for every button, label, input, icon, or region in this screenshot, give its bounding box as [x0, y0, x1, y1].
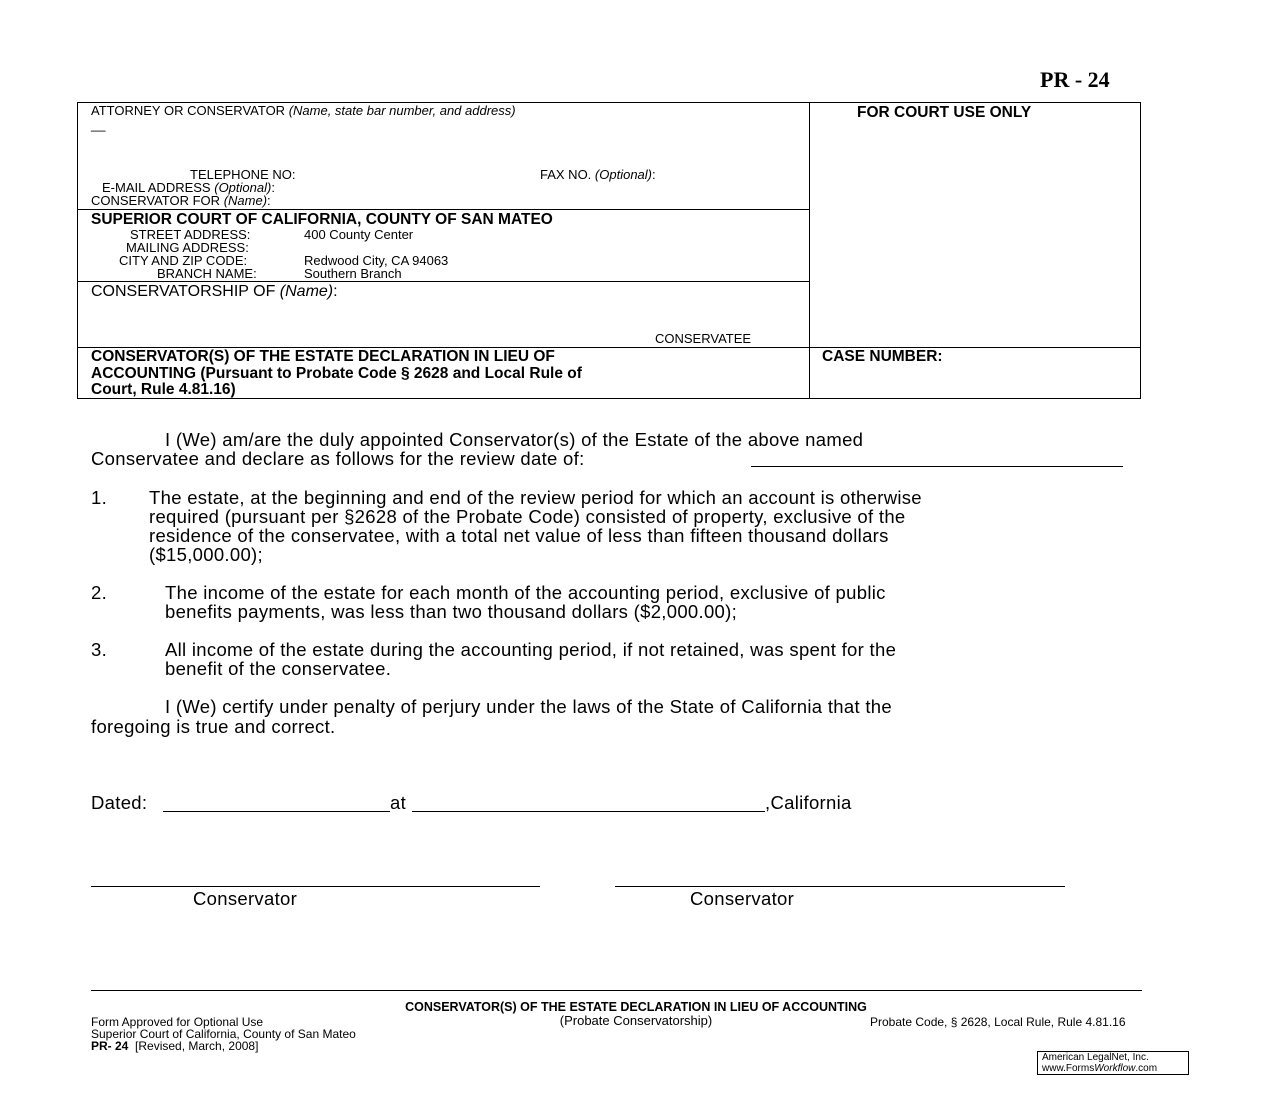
california-label: ,California [765, 792, 852, 813]
signature-line-2[interactable] [615, 886, 1065, 887]
item-text: required (pursuant per §2628 of the Probate Code) consisted of property, exclusive of the [149, 506, 906, 527]
dated-label: Dated: [91, 792, 148, 813]
vendor-url: www.FormsWorkflow.com [1042, 1062, 1158, 1074]
attorney-dash: __ [91, 117, 106, 132]
email-label: E-MAIL ADDRESS (Optional): [102, 180, 275, 195]
form-title-line: CONSERVATOR(S) OF THE ESTATE DECLARATION IN LIEU OF [91, 348, 555, 365]
at-label: at [390, 792, 407, 813]
item-text: All income of the estate during the accounting period, if not retained, was spent for the [165, 639, 897, 660]
item-number: 3. [91, 639, 108, 660]
item-text: benefit of the conservatee. [165, 658, 392, 679]
location-field[interactable] [412, 811, 765, 812]
item-number: 2. [91, 582, 108, 603]
court-name: SUPERIOR COURT OF CALIFORNIA, COUNTY OF SAN MATEO [91, 211, 553, 228]
form-title-line: ACCOUNTING (Pursuant to Probate Code § 2628 and Local Rule of [91, 365, 582, 382]
date-field[interactable] [163, 811, 390, 812]
street-label: STREET ADDRESS: [130, 227, 251, 242]
footer-rule [91, 990, 1142, 991]
form-title-line: Court, Rule 4.81.16) [91, 381, 236, 398]
intro-line: Conservatee and declare as follows for the review date of: [91, 448, 585, 469]
review-date-field[interactable] [751, 466, 1123, 467]
footer-court: Superior Court of California, County of San Mateo [91, 1027, 356, 1041]
signature-line-1[interactable] [91, 886, 540, 887]
court-use-label: FOR COURT USE ONLY [857, 104, 1032, 121]
conservator-for-label: CONSERVATOR FOR (Name): [91, 193, 271, 208]
caption-rule [78, 281, 809, 282]
footer-form-code: PR- 24 [Revised, March, 2008] [91, 1039, 259, 1053]
item-text: The estate, at the beginning and end of the review period for which an account is otherwise [149, 487, 922, 508]
certify-line: foregoing is true and correct. [91, 716, 336, 737]
telephone-label: TELEPHONE NO: [190, 167, 296, 182]
caption-divider [809, 103, 810, 398]
caption-rule [78, 209, 809, 210]
footer-subtitle: (Probate Conservatorship) [559, 1013, 713, 1028]
item-number: 1. [91, 487, 108, 508]
street-value: 400 County Center [304, 227, 414, 242]
item-text: The income of the estate for each month of the accounting period, exclusive of public [165, 582, 886, 603]
intro-line: I (We) am/are the duly appointed Conservator(s) of the Estate of the above named [165, 429, 864, 450]
fax-label: FAX NO. (Optional): [540, 167, 656, 182]
signature-label-1: Conservator [193, 888, 298, 909]
branch-label: BRANCH NAME: [157, 266, 257, 281]
attorney-label: ATTORNEY OR CONSERVATOR (Name, state bar number, and address) [91, 103, 516, 118]
signature-label-2: Conservator [690, 888, 795, 909]
city-label: CITY AND ZIP CODE: [119, 253, 248, 268]
footer-title: CONSERVATOR(S) OF THE ESTATE DECLARATION IN LIEU OF ACCOUNTING [405, 1000, 867, 1014]
vendor-badge [1037, 1051, 1189, 1075]
conservatee-label: CONSERVATEE [655, 331, 752, 346]
conservatorship-label: CONSERVATORSHIP OF (Name): [91, 283, 338, 300]
item-text: ($15,000.00); [149, 544, 263, 565]
item-text: benefits payments, was less than two thousand dollars ($2,000.00); [165, 601, 738, 622]
footer-approved: Form Approved for Optional Use [91, 1015, 264, 1029]
form-id: PR - 24 [1040, 67, 1110, 92]
footer-citation: Probate Code, § 2628, Local Rule, Rule 4.81.16 [870, 1015, 1126, 1029]
certify-line: I (We) certify under penalty of perjury under the laws of the State of California that the [165, 696, 892, 717]
item-text: residence of the conservatee, with a total net value of less than fifteen thousand dollars [149, 525, 889, 546]
vendor-name: American LegalNet, Inc. [1042, 1052, 1149, 1063]
branch-value: Southern Branch [304, 266, 402, 281]
mailing-label: MAILING ADDRESS: [126, 240, 249, 255]
city-value: Redwood City, CA 94063 [304, 253, 449, 268]
case-number-label: CASE NUMBER: [822, 348, 943, 365]
